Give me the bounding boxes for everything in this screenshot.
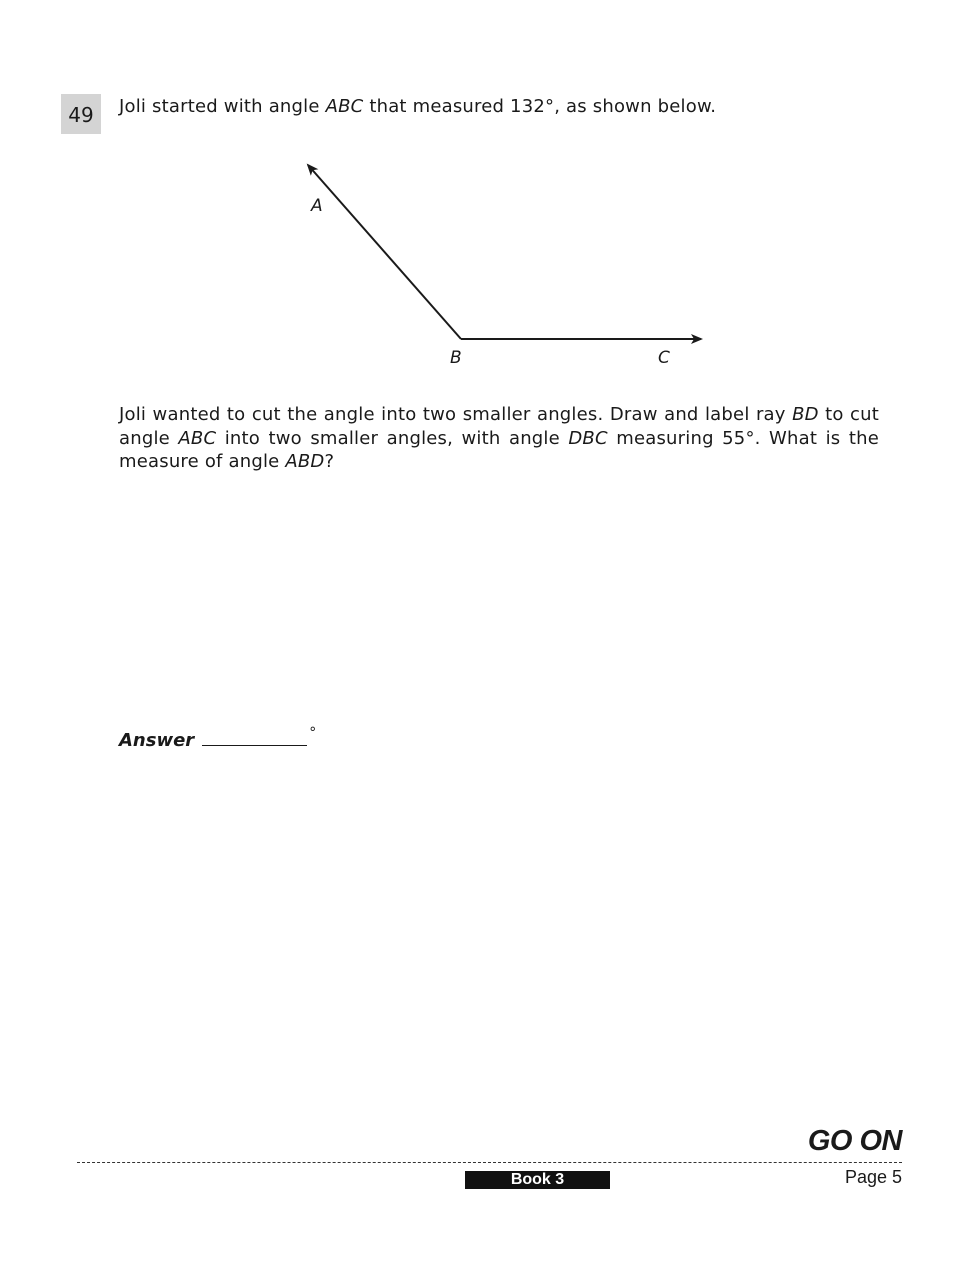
ray-ba [308, 165, 461, 339]
answer-label: Answer [119, 730, 195, 751]
body-text-5: ? [324, 451, 335, 472]
body-text-1: Joli wanted to cut the angle into two smaller angles. Draw and label ray [119, 404, 793, 425]
body-ray-bd: BD [792, 404, 819, 425]
answer-row [119, 725, 317, 751]
prompt-prefix: Joli started with angle [119, 96, 326, 117]
question-body [119, 403, 879, 474]
body-angle-dbc: DBC [568, 427, 608, 449]
page-number: Page 5 [844, 1167, 902, 1187]
body-text-2: to cut angle [119, 404, 879, 449]
prompt-suffix: that measured 132°, as shown below. [363, 96, 717, 117]
footer-divider [77, 1162, 902, 1163]
point-label-a: A [311, 196, 323, 216]
point-label-c: C [658, 348, 670, 368]
question-prompt [119, 96, 716, 117]
answer-degree-unit: ° [309, 725, 317, 741]
question-number: 49 [61, 94, 101, 134]
body-text-3: into two smaller angles, with angle [216, 427, 569, 449]
body-angle-abd: ABD [285, 451, 325, 472]
body-angle-abc: ABC [178, 427, 217, 449]
answer-blank[interactable] [202, 729, 307, 746]
go-on-label: GO ON [807, 1125, 902, 1157]
angle-abc-figure [290, 150, 720, 380]
book-badge: Book 3 [465, 1171, 610, 1189]
point-label-b: B [450, 348, 462, 368]
body-text-4: measuring 55°. What is the measure of angle [119, 427, 879, 472]
prompt-angle: ABC [325, 96, 364, 117]
